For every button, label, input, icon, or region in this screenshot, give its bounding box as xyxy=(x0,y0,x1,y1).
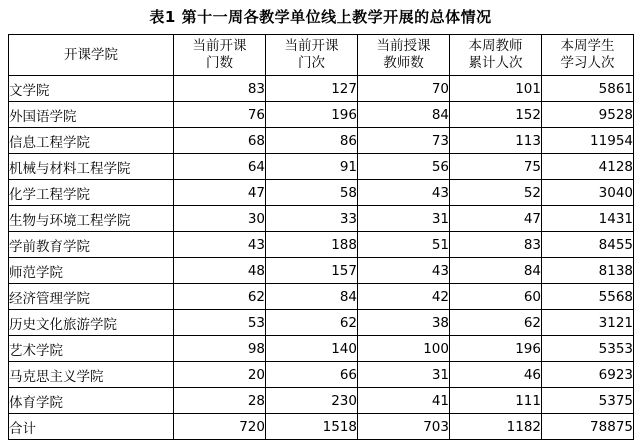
table-row xyxy=(9,310,634,336)
table-row xyxy=(9,206,634,232)
cell-teacher-count: 31 xyxy=(358,362,450,388)
cell-teacher-visits: 75 xyxy=(450,154,542,180)
cell-teacher-visits: 111 xyxy=(450,388,542,414)
table-container xyxy=(0,34,641,440)
cell-student-visits: 11954 xyxy=(542,128,634,154)
cell-teacher-count: 100 xyxy=(358,336,450,362)
cell-college-name: 艺术学院 xyxy=(9,336,174,362)
cell-course-count: 20 xyxy=(174,362,266,388)
cell-course-count: 68 xyxy=(174,128,266,154)
table-row xyxy=(9,128,634,154)
cell-student-visits: 5353 xyxy=(542,336,634,362)
cell-teacher-visits: 46 xyxy=(450,362,542,388)
cell-teacher-visits: 113 xyxy=(450,128,542,154)
cell-college-name: 文学院 xyxy=(9,76,174,102)
table-row xyxy=(9,284,634,310)
cell-college-name: 马克思主义学院 xyxy=(9,362,174,388)
cell-teacher-visits: 196 xyxy=(450,336,542,362)
table-row xyxy=(9,388,634,414)
cell-teacher-count: 70 xyxy=(358,76,450,102)
cell-college-name: 外国语学院 xyxy=(9,102,174,128)
cell-college-name: 历史文化旅游学院 xyxy=(9,310,174,336)
cell-teacher-visits: 60 xyxy=(450,284,542,310)
cell-course-count: 30 xyxy=(174,206,266,232)
cell-student-visits: 1431 xyxy=(542,206,634,232)
cell-course-count: 28 xyxy=(174,388,266,414)
cell-student-visits: 5861 xyxy=(542,76,634,102)
cell-student-visits: 8138 xyxy=(542,258,634,284)
cell-course-sessions: 86 xyxy=(266,128,358,154)
cell-total-label: 合计 xyxy=(9,414,174,440)
cell-student-visits: 6923 xyxy=(542,362,634,388)
table-title: 表1 第十一周各教学单位线上教学开展的总体情况 xyxy=(149,8,492,26)
column-header-course-count: 当前开课 门数 xyxy=(174,35,266,76)
cell-student-visits: 8455 xyxy=(542,232,634,258)
cell-teacher-count: 41 xyxy=(358,388,450,414)
cell-course-sessions: 84 xyxy=(266,284,358,310)
cell-teacher-count: 43 xyxy=(358,258,450,284)
cell-student-visits: 5375 xyxy=(542,388,634,414)
cell-college-name: 师范学院 xyxy=(9,258,174,284)
column-header-course-sessions: 当前开课 门次 xyxy=(266,35,358,76)
cell-teacher-visits: 62 xyxy=(450,310,542,336)
cell-student-visits: 5568 xyxy=(542,284,634,310)
cell-course-sessions: 66 xyxy=(266,362,358,388)
column-header-student-visits: 本周学生 学习人次 xyxy=(542,35,634,76)
cell-college-name: 信息工程学院 xyxy=(9,128,174,154)
cell-student-visits: 9528 xyxy=(542,102,634,128)
cell-course-sessions: 157 xyxy=(266,258,358,284)
cell-teacher-count: 43 xyxy=(358,180,450,206)
cell-course-count: 64 xyxy=(174,154,266,180)
cell-course-sessions: 33 xyxy=(266,206,358,232)
cell-total-student-visits: 78875 xyxy=(542,414,634,440)
cell-course-sessions: 127 xyxy=(266,76,358,102)
cell-course-count: 53 xyxy=(174,310,266,336)
cell-teacher-count: 73 xyxy=(358,128,450,154)
cell-course-sessions: 140 xyxy=(266,336,358,362)
cell-student-visits: 4128 xyxy=(542,154,634,180)
cell-student-visits: 3121 xyxy=(542,310,634,336)
cell-course-count: 83 xyxy=(174,76,266,102)
cell-total-teacher-count: 703 xyxy=(358,414,450,440)
cell-course-sessions: 91 xyxy=(266,154,358,180)
cell-teacher-count: 56 xyxy=(358,154,450,180)
table-row xyxy=(9,258,634,284)
cell-total-course-count: 720 xyxy=(174,414,266,440)
teaching-statistics-table xyxy=(8,34,634,440)
cell-teacher-visits: 83 xyxy=(450,232,542,258)
cell-course-sessions: 188 xyxy=(266,232,358,258)
cell-course-sessions: 58 xyxy=(266,180,358,206)
cell-student-visits: 3040 xyxy=(542,180,634,206)
cell-teacher-count: 42 xyxy=(358,284,450,310)
cell-college-name: 化学工程学院 xyxy=(9,180,174,206)
cell-college-name: 体育学院 xyxy=(9,388,174,414)
table-row xyxy=(9,154,634,180)
cell-teacher-visits: 52 xyxy=(450,180,542,206)
column-header-teacher-visits: 本周教师 累计人次 xyxy=(450,35,542,76)
cell-total-course-sessions: 1518 xyxy=(266,414,358,440)
column-header-teacher-count: 当前授课 教师数 xyxy=(358,35,450,76)
table-row xyxy=(9,76,634,102)
cell-course-count: 43 xyxy=(174,232,266,258)
cell-teacher-visits: 84 xyxy=(450,258,542,284)
cell-teacher-count: 51 xyxy=(358,232,450,258)
header-row xyxy=(9,35,634,76)
cell-course-count: 76 xyxy=(174,102,266,128)
column-header-college: 开课学院 xyxy=(9,35,174,76)
cell-course-count: 47 xyxy=(174,180,266,206)
cell-teacher-count: 38 xyxy=(358,310,450,336)
cell-teacher-visits: 47 xyxy=(450,206,542,232)
table-row xyxy=(9,362,634,388)
cell-teacher-count: 31 xyxy=(358,206,450,232)
cell-course-count: 98 xyxy=(174,336,266,362)
cell-course-count: 48 xyxy=(174,258,266,284)
table-row xyxy=(9,232,634,258)
cell-college-name: 经济管理学院 xyxy=(9,284,174,310)
table-row xyxy=(9,336,634,362)
cell-college-name: 生物与环境工程学院 xyxy=(9,206,174,232)
table-header xyxy=(9,35,634,76)
table-total-row xyxy=(9,414,634,440)
cell-teacher-visits: 152 xyxy=(450,102,542,128)
cell-course-sessions: 230 xyxy=(266,388,358,414)
table-row xyxy=(9,102,634,128)
cell-course-sessions: 196 xyxy=(266,102,358,128)
cell-total-teacher-visits: 1182 xyxy=(450,414,542,440)
cell-teacher-visits: 101 xyxy=(450,76,542,102)
cell-course-sessions: 62 xyxy=(266,310,358,336)
table-body xyxy=(9,76,634,440)
cell-college-name: 学前教育学院 xyxy=(9,232,174,258)
cell-course-count: 62 xyxy=(174,284,266,310)
cell-teacher-count: 84 xyxy=(358,102,450,128)
table-row xyxy=(9,180,634,206)
cell-college-name: 机械与材料工程学院 xyxy=(9,154,174,180)
